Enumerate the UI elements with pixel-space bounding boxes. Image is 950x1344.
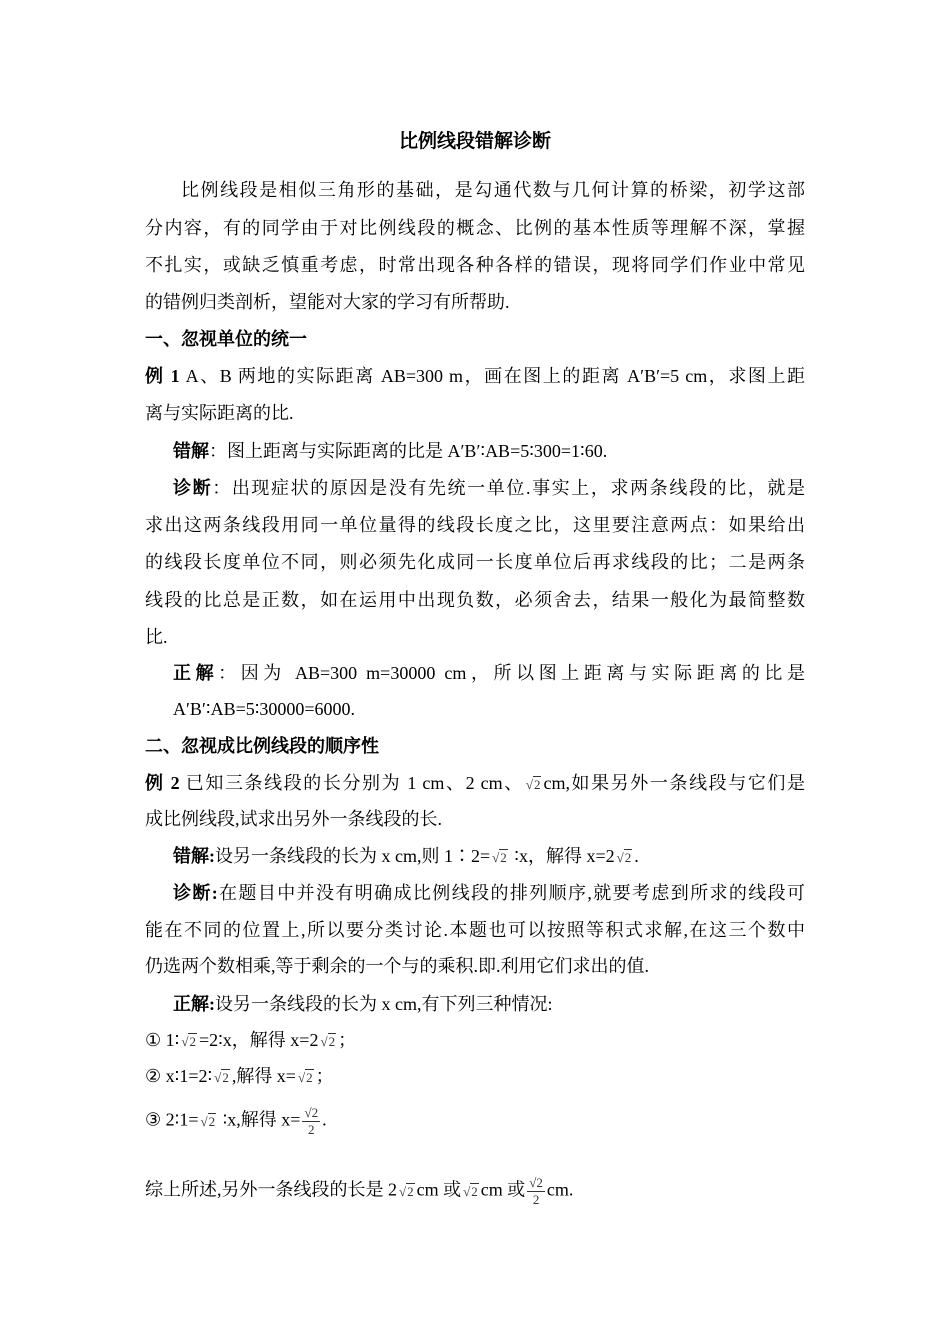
radicand: 2 (328, 1034, 336, 1049)
diagnosis-1-line-4 (145, 588, 805, 612)
radicand: 2 (624, 850, 632, 865)
text: cm,如果另外一条线段与它们是 (543, 773, 806, 793)
text: 能在不同的位置上,所以要分类讨论.本题也可以按照等积式求解,在这三个数中 (145, 920, 805, 940)
text: A、B 两地的实际距离 AB=300 m，画在图上的距离 A′B′=5 cm，求图上距 (179, 366, 806, 386)
text: 成比例线段,试求出另外一条线段的长. (145, 809, 442, 829)
sqrt-expression: √2 (399, 1183, 414, 1199)
text: ：出现症状的原因是没有先统一单位.事实上，求两条线段的比，就是 (212, 478, 805, 498)
text: ∶x,解得 x= (218, 1109, 301, 1130)
text: 线段的比总是正数，如在运用中出现负数，必须舍去，结果一般化为最简整数 (145, 590, 805, 610)
example-1-line-2 (145, 401, 805, 425)
bold-label: 一、忽视单位的统一 (145, 329, 307, 349)
sqrt-expression: √2 (297, 1070, 313, 1085)
sqrt-expression: √2 (616, 850, 632, 865)
text: 综上所述,另外一条线段的长是 2 (145, 1179, 397, 1200)
radicand: 2 (471, 1183, 478, 1199)
fraction (302, 1105, 320, 1138)
radicand: 2 (500, 850, 507, 865)
sqrt-expression: √2 (214, 1070, 229, 1085)
text: ③ 2∶1= (145, 1109, 199, 1130)
text: ① 1∶ (145, 1030, 180, 1050)
text: 仍选两个数相乘,等于剩余的一个与的乘积.即.利用它们求出的值. (145, 956, 649, 976)
radicand: 2 (189, 1034, 196, 1049)
bold-label: 正解: (173, 994, 215, 1014)
radicand: 2 (306, 1070, 313, 1085)
intro-line-2 (145, 216, 805, 240)
text: 设另一条线段的长为 x cm,则 1∶2= (215, 846, 491, 866)
example-2-line-2 (145, 807, 805, 831)
text: 在题目中并没有明确成比例线段的排列顺序,就要考虑到所求的线段可 (217, 883, 806, 903)
text: 分内容，有的同学由于对比例线段的概念、比例的基本性质等理解不深，掌握 (145, 218, 805, 238)
sqrt-expression: √2 (463, 1183, 478, 1199)
text: ； (315, 1066, 334, 1086)
denominator: 2 (308, 1122, 315, 1137)
correct-solution-1-line-1 (173, 661, 805, 685)
correct-solution-2 (173, 992, 805, 1016)
numerator: √2 (529, 1175, 543, 1190)
sqrt-expression: √2 (200, 1113, 216, 1129)
text: 已知三条线段的长分别为 1 cm、2 cm、 (179, 773, 524, 793)
sqrt-expression: √2 (181, 1034, 196, 1049)
summary (145, 1175, 805, 1207)
case-1 (145, 1028, 805, 1052)
example-2-line-1 (145, 771, 805, 795)
text: 的线段长度单位不同，则必须先化成同一长度单位后再求线段的比；二是两条 (145, 552, 805, 572)
text: 不扎实，或缺乏慎重考虑，时常出现各种各样的错误，现将同学们作业中常见 (145, 255, 805, 275)
bold-label: 错解: (173, 846, 215, 866)
sqrt-expression: √2 (525, 777, 541, 792)
intro-line-4 (145, 290, 805, 314)
example-1-line-1 (145, 364, 805, 388)
text: =2∶x，解得 x=2 (198, 1030, 319, 1050)
diagnosis-1-line-1 (173, 476, 805, 500)
radicand: 2 (533, 777, 541, 792)
fraction (527, 1175, 545, 1208)
diagnosis-2-line-2 (145, 918, 805, 942)
correct-solution-1-line-2 (173, 697, 805, 721)
text: A′B′∶AB=5∶30000=6000. (173, 699, 356, 719)
bold-label: 例 2 (145, 773, 180, 793)
denominator: 2 (532, 1192, 540, 1207)
text: ② x∶1=2∶ (145, 1066, 213, 1086)
text: 设另一条线段的长为 x cm,有下列三种情况: (215, 994, 553, 1014)
text: 离与实际距离的比. (145, 403, 294, 423)
text: 的错例归类剖析，望能对大家的学习有所帮助. (145, 292, 510, 312)
text: cm 或 (480, 1179, 526, 1200)
bold-label: 错解 (173, 441, 209, 461)
intro-line-1 (181, 178, 805, 202)
sqrt-expression: √2 (320, 1034, 336, 1049)
diagnosis-2-line-3 (145, 954, 805, 978)
diagnosis-1-line-2 (145, 513, 805, 537)
bold-label: 诊断 (173, 478, 213, 498)
radicand: 2 (407, 1183, 414, 1199)
text: 求出这两条线段用同一单位量得的线段长度之比，这里要注意两点：如果给出 (145, 515, 805, 535)
radicand: 2 (208, 1113, 216, 1129)
text: . (634, 846, 639, 866)
intro-line-3 (145, 253, 805, 277)
wrong-solution-2 (173, 844, 805, 868)
text: cm 或 (416, 1179, 462, 1200)
text: ； (338, 1030, 357, 1050)
diagnosis-1-line-3 (145, 550, 805, 574)
text: ∶x，解得 x=2 (509, 846, 615, 866)
case-2 (145, 1064, 805, 1088)
numerator: √2 (304, 1105, 319, 1120)
text: . (322, 1109, 327, 1130)
wrong-solution-1 (173, 439, 805, 463)
page-title: 比例线段错解诊断 (398, 131, 551, 152)
case-3 (145, 1105, 805, 1137)
text: ：图上距离与实际距离的比是 A′B′∶AB=5∶300=1∶60. (209, 441, 608, 461)
text: ：因为 AB=300 m=30000 cm，所以图上距离与实际距离的比是 (218, 663, 805, 683)
text: 比. (145, 627, 168, 647)
sqrt-expression: √2 (492, 850, 507, 865)
section-heading-1 (145, 327, 805, 351)
bold-label: 正解 (173, 663, 219, 683)
bold-label: 诊断: (173, 883, 218, 903)
section-heading-2 (145, 734, 805, 758)
text: cm. (546, 1179, 574, 1200)
diagnosis-2-line-1 (173, 881, 805, 905)
bold-label: 例 1 (145, 366, 180, 386)
bold-label: 二、忽视成比例线段的顺序性 (145, 736, 379, 756)
text: ,解得 x= (231, 1066, 296, 1086)
text: 比例线段是相似三角形的基础，是勾通代数与几何计算的桥梁，初学这部 (181, 180, 805, 200)
diagnosis-1-line-5 (145, 625, 805, 649)
radicand: 2 (222, 1070, 229, 1085)
